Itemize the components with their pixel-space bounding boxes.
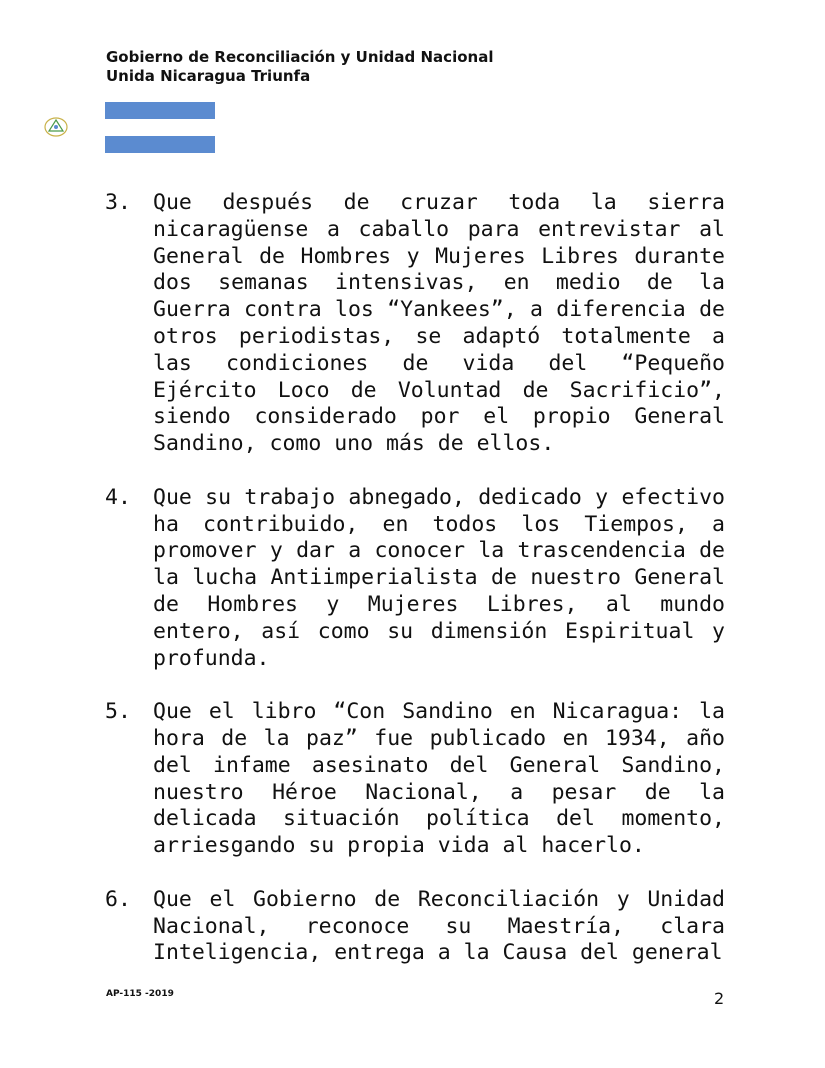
list-item-number: 3. [105, 190, 131, 215]
list-item [105, 485, 725, 673]
page-number: 2 [714, 989, 725, 1008]
document-body [105, 190, 725, 994]
letterhead [106, 48, 493, 86]
list-item-text: Que el Gobierno de Reconciliación y Unidad Nacional, reconoce su Maestría, clara Inteligencia, entrega a la Causa del general [153, 886, 725, 966]
flag-stripe-middle [105, 119, 215, 136]
list-item [105, 699, 725, 860]
nicaragua-coat-of-arms-icon [44, 116, 68, 138]
letterhead-motto: Unida Nicaragua Triunfa [106, 67, 311, 85]
list-item-number: 5. [105, 699, 131, 725]
list-item-number: 4. [105, 484, 131, 510]
flag-stripe-top [105, 102, 215, 119]
nicaragua-flag-icon [105, 102, 215, 153]
list-item-number: 6. [105, 886, 131, 912]
list-item [105, 190, 725, 458]
document-code: AP-115 -2019 [106, 989, 174, 999]
list-item-text: Que el libro “Con Sandino en Nicaragua: la hora de la paz” fue publicado en 1934, año del infame asesinato del General Sandino, nuestro Héroe Nacional, a pesar de la delicada situación política del momento, arriesgando su propia vida al hacerlo. [153, 699, 725, 859]
list-item-text: Que su trabajo abnegado, dedicado y efectivo ha contribuido, en todos los Tiempos, a promover y dar a conocer la trascendencia de la lucha Antiimperialista de nuestro General de Hombres y Mujeres Libres, al mundo entero, así como su dimensión Espiritual y profunda. [153, 484, 725, 671]
letterhead-government-name: Gobierno de Reconciliación y Unidad Nacional [106, 48, 494, 66]
list-item [105, 887, 725, 967]
flag-stripe-bottom [105, 136, 215, 153]
list-item-text: Que después de cruzar toda la sierra nicaragüense a caballo para entrevistar al General de Hombres y Mujeres Libres durante dos semanas intensivas, en medio de la Guerra contra los “Yankees”, a diferencia de otros periodistas, se adaptó totalmente a las condiciones de vida del “Pequeño Ejército Loco de Voluntad de Sacrificio”, siendo considerado por el propio General Sandino, como uno más de ellos. [153, 190, 725, 457]
